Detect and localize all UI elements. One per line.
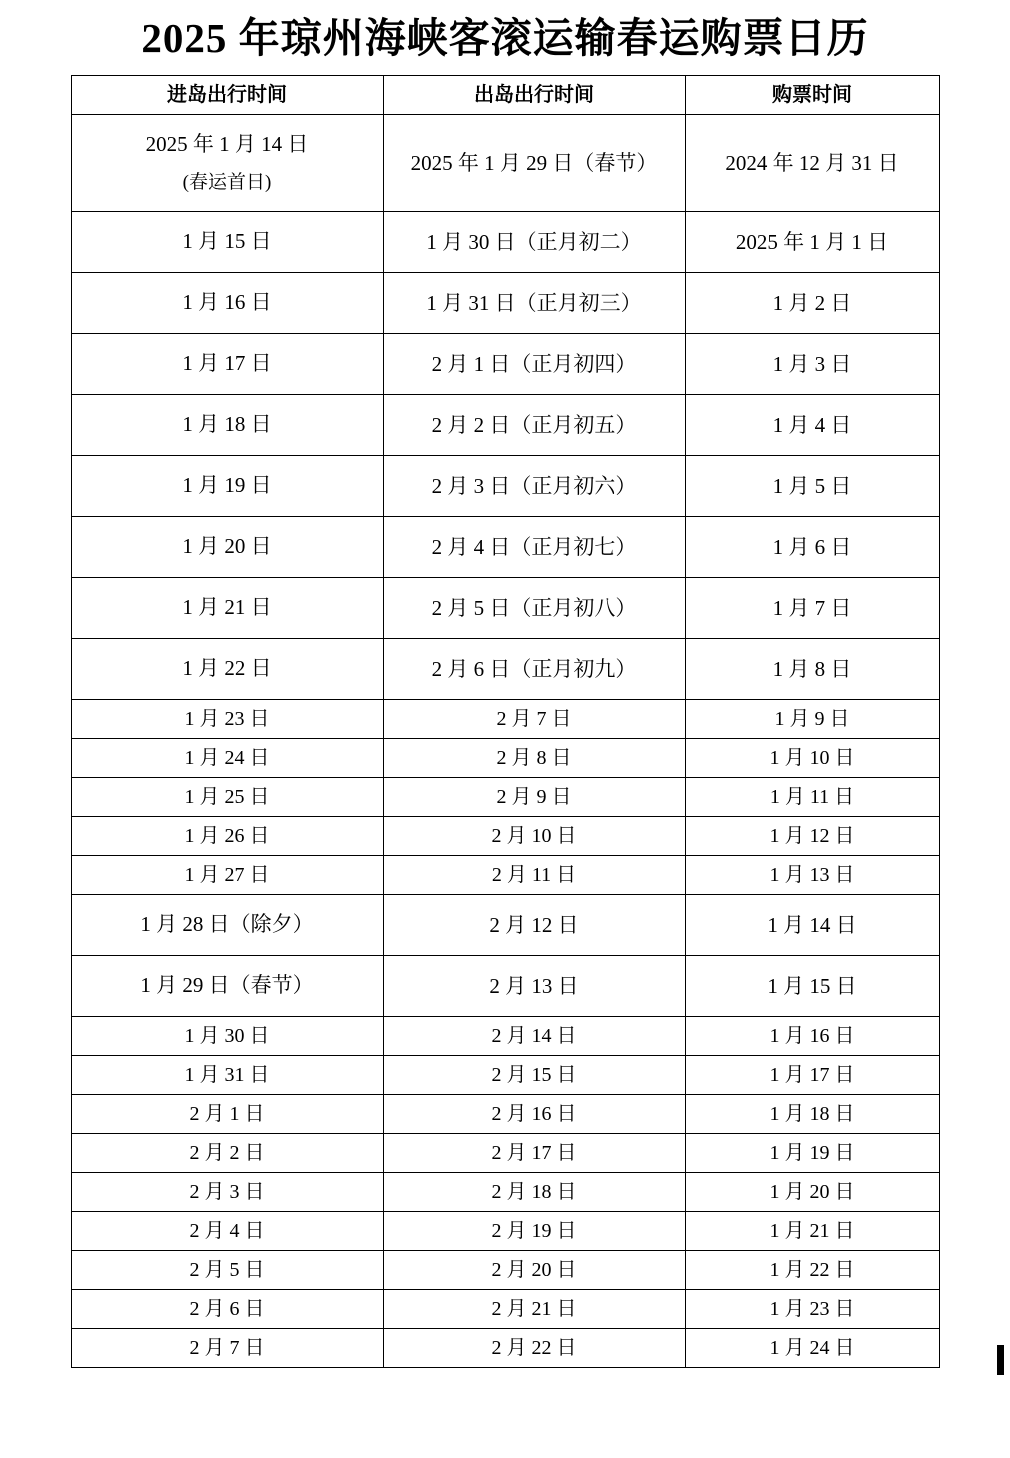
inbound-date-text: 1 月 31 日 xyxy=(184,1064,270,1087)
table-row xyxy=(71,456,939,517)
cell-inbound-travel-date xyxy=(71,1212,383,1251)
cell-inbound-travel-date xyxy=(71,739,383,778)
inbound-date-text: 1 月 25 日 xyxy=(184,786,270,809)
table-header-row xyxy=(71,76,939,115)
cell-inbound-travel-date xyxy=(71,639,383,700)
cell-ticket-purchase-date: 1 月 15 日 xyxy=(685,956,939,1017)
cell-outbound-travel-date: 2 月 3 日（正月初六） xyxy=(383,456,685,517)
inbound-date-text: 2025 年 1 月 14 日 xyxy=(145,132,309,157)
cell-outbound-travel-date: 2 月 12 日 xyxy=(383,895,685,956)
table-header xyxy=(71,76,939,115)
cell-outbound-travel-date: 2 月 6 日（正月初九） xyxy=(383,639,685,700)
cell-outbound-travel-date: 2 月 13 日 xyxy=(383,956,685,1017)
inbound-date-text: 1 月 23 日 xyxy=(184,708,270,731)
table-row xyxy=(71,1251,939,1290)
inbound-date-text: 1 月 24 日 xyxy=(184,747,270,770)
table-row xyxy=(71,1329,939,1368)
cell-inbound-travel-date xyxy=(71,1134,383,1173)
table-row xyxy=(71,1134,939,1173)
cell-inbound-travel-date xyxy=(71,778,383,817)
cell-outbound-travel-date: 2025 年 1 月 29 日（春节） xyxy=(383,115,685,212)
cell-ticket-purchase-date: 2025 年 1 月 1 日 xyxy=(685,212,939,273)
cell-ticket-purchase-date: 1 月 21 日 xyxy=(685,1212,939,1251)
cell-inbound-travel-date xyxy=(71,456,383,517)
table-row xyxy=(71,895,939,956)
cell-inbound-travel-date xyxy=(71,1329,383,1368)
cell-outbound-travel-date: 2 月 10 日 xyxy=(383,817,685,856)
cell-inbound-travel-date xyxy=(71,212,383,273)
table-row xyxy=(71,639,939,700)
inbound-date-note: (春运首日) xyxy=(182,172,272,194)
column-header-inbound-travel-date: 进岛出行时间 xyxy=(71,76,383,115)
spring-festival-ticket-calendar-table xyxy=(71,75,940,1368)
inbound-date-text: 2 月 6 日 xyxy=(189,1298,265,1321)
table-row xyxy=(71,1212,939,1251)
inbound-date-text: 2 月 4 日 xyxy=(189,1220,265,1243)
cell-ticket-purchase-date: 1 月 5 日 xyxy=(685,456,939,517)
table-row xyxy=(71,778,939,817)
cell-ticket-purchase-date: 1 月 18 日 xyxy=(685,1095,939,1134)
inbound-date-text: 2 月 2 日 xyxy=(189,1142,265,1165)
cell-inbound-travel-date xyxy=(71,273,383,334)
cell-outbound-travel-date: 2 月 8 日 xyxy=(383,739,685,778)
table-row xyxy=(71,1173,939,1212)
cell-outbound-travel-date: 2 月 2 日（正月初五） xyxy=(383,395,685,456)
inbound-date-text: 1 月 21 日 xyxy=(182,595,272,620)
cell-inbound-travel-date xyxy=(71,1056,383,1095)
table-row xyxy=(71,700,939,739)
cell-ticket-purchase-date: 1 月 14 日 xyxy=(685,895,939,956)
table-row xyxy=(71,1017,939,1056)
inbound-date-text: 1 月 22 日 xyxy=(182,656,272,681)
cell-inbound-travel-date xyxy=(71,856,383,895)
cell-inbound-travel-date xyxy=(71,956,383,1017)
cell-ticket-purchase-date: 1 月 10 日 xyxy=(685,739,939,778)
cell-inbound-travel-date xyxy=(71,115,383,212)
inbound-date-text: 1 月 27 日 xyxy=(184,864,270,887)
cell-ticket-purchase-date: 1 月 17 日 xyxy=(685,1056,939,1095)
cell-inbound-travel-date xyxy=(71,517,383,578)
cell-ticket-purchase-date: 1 月 24 日 xyxy=(685,1329,939,1368)
cell-inbound-travel-date xyxy=(71,578,383,639)
cell-inbound-travel-date xyxy=(71,1290,383,1329)
cell-ticket-purchase-date: 1 月 16 日 xyxy=(685,1017,939,1056)
cell-inbound-travel-date xyxy=(71,895,383,956)
cell-outbound-travel-date: 2 月 22 日 xyxy=(383,1329,685,1368)
cell-ticket-purchase-date: 1 月 12 日 xyxy=(685,817,939,856)
cell-ticket-purchase-date: 1 月 22 日 xyxy=(685,1251,939,1290)
table-row xyxy=(71,115,939,212)
scan-edge-mark xyxy=(997,1345,1004,1375)
cell-ticket-purchase-date: 1 月 7 日 xyxy=(685,578,939,639)
cell-ticket-purchase-date: 1 月 20 日 xyxy=(685,1173,939,1212)
cell-inbound-travel-date xyxy=(71,700,383,739)
cell-inbound-travel-date xyxy=(71,334,383,395)
table-body xyxy=(71,115,939,1368)
cell-outbound-travel-date: 2 月 18 日 xyxy=(383,1173,685,1212)
table-row xyxy=(71,1095,939,1134)
cell-outbound-travel-date: 2 月 5 日（正月初八） xyxy=(383,578,685,639)
inbound-date-text: 2 月 5 日 xyxy=(189,1259,265,1282)
cell-outbound-travel-date: 2 月 15 日 xyxy=(383,1056,685,1095)
inbound-date-text: 1 月 18 日 xyxy=(182,412,272,437)
cell-inbound-travel-date xyxy=(71,817,383,856)
table-row xyxy=(71,273,939,334)
cell-outbound-travel-date: 1 月 31 日（正月初三） xyxy=(383,273,685,334)
column-header-ticket-purchase-date: 购票时间 xyxy=(685,76,939,115)
cell-outbound-travel-date: 2 月 11 日 xyxy=(383,856,685,895)
inbound-date-text: 1 月 15 日 xyxy=(182,229,272,254)
cell-inbound-travel-date xyxy=(71,1173,383,1212)
inbound-date-text: 2 月 1 日 xyxy=(189,1103,265,1126)
inbound-date-text: 1 月 17 日 xyxy=(182,351,272,376)
cell-ticket-purchase-date: 2024 年 12 月 31 日 xyxy=(685,115,939,212)
inbound-date-text: 1 月 29 日（春节） xyxy=(140,973,314,998)
cell-ticket-purchase-date: 1 月 11 日 xyxy=(685,778,939,817)
page-title: 2025 年琼州海峡客滚运输春运购票日历 xyxy=(141,15,869,61)
cell-outbound-travel-date: 2 月 17 日 xyxy=(383,1134,685,1173)
table-row xyxy=(71,334,939,395)
cell-outbound-travel-date: 2 月 21 日 xyxy=(383,1290,685,1329)
inbound-date-text: 2 月 3 日 xyxy=(189,1181,265,1204)
cell-outbound-travel-date: 2 月 4 日（正月初七） xyxy=(383,517,685,578)
cell-inbound-travel-date xyxy=(71,395,383,456)
table-row xyxy=(71,1056,939,1095)
cell-inbound-travel-date xyxy=(71,1017,383,1056)
table-row xyxy=(71,1290,939,1329)
inbound-date-text: 1 月 26 日 xyxy=(184,825,270,848)
cell-outbound-travel-date: 2 月 20 日 xyxy=(383,1251,685,1290)
cell-outbound-travel-date: 2 月 1 日（正月初四） xyxy=(383,334,685,395)
table-row xyxy=(71,817,939,856)
inbound-date-text: 1 月 19 日 xyxy=(182,473,272,498)
inbound-date-text: 1 月 16 日 xyxy=(182,290,272,315)
table-row xyxy=(71,856,939,895)
cell-ticket-purchase-date: 1 月 8 日 xyxy=(685,639,939,700)
cell-ticket-purchase-date: 1 月 2 日 xyxy=(685,273,939,334)
table-row xyxy=(71,212,939,273)
table-row xyxy=(71,517,939,578)
inbound-date-text: 1 月 30 日 xyxy=(184,1025,270,1048)
inbound-date-text: 1 月 28 日（除夕） xyxy=(140,912,314,937)
cell-ticket-purchase-date: 1 月 13 日 xyxy=(685,856,939,895)
column-header-outbound-travel-date: 出岛出行时间 xyxy=(383,76,685,115)
cell-ticket-purchase-date: 1 月 3 日 xyxy=(685,334,939,395)
cell-outbound-travel-date: 2 月 14 日 xyxy=(383,1017,685,1056)
inbound-date-text: 1 月 20 日 xyxy=(182,534,272,559)
cell-ticket-purchase-date: 1 月 19 日 xyxy=(685,1134,939,1173)
cell-outbound-travel-date: 2 月 16 日 xyxy=(383,1095,685,1134)
cell-ticket-purchase-date: 1 月 23 日 xyxy=(685,1290,939,1329)
cell-inbound-travel-date xyxy=(71,1095,383,1134)
table-row xyxy=(71,578,939,639)
cell-ticket-purchase-date: 1 月 6 日 xyxy=(685,517,939,578)
cell-outbound-travel-date: 2 月 19 日 xyxy=(383,1212,685,1251)
cell-ticket-purchase-date: 1 月 4 日 xyxy=(685,395,939,456)
cell-outbound-travel-date: 2 月 7 日 xyxy=(383,700,685,739)
table-row xyxy=(71,739,939,778)
inbound-date-text: 2 月 7 日 xyxy=(189,1337,265,1360)
cell-outbound-travel-date: 1 月 30 日（正月初二） xyxy=(383,212,685,273)
cell-inbound-travel-date xyxy=(71,1251,383,1290)
cell-outbound-travel-date: 2 月 9 日 xyxy=(383,778,685,817)
table-row xyxy=(71,956,939,1017)
table-row xyxy=(71,395,939,456)
cell-ticket-purchase-date: 1 月 9 日 xyxy=(685,700,939,739)
